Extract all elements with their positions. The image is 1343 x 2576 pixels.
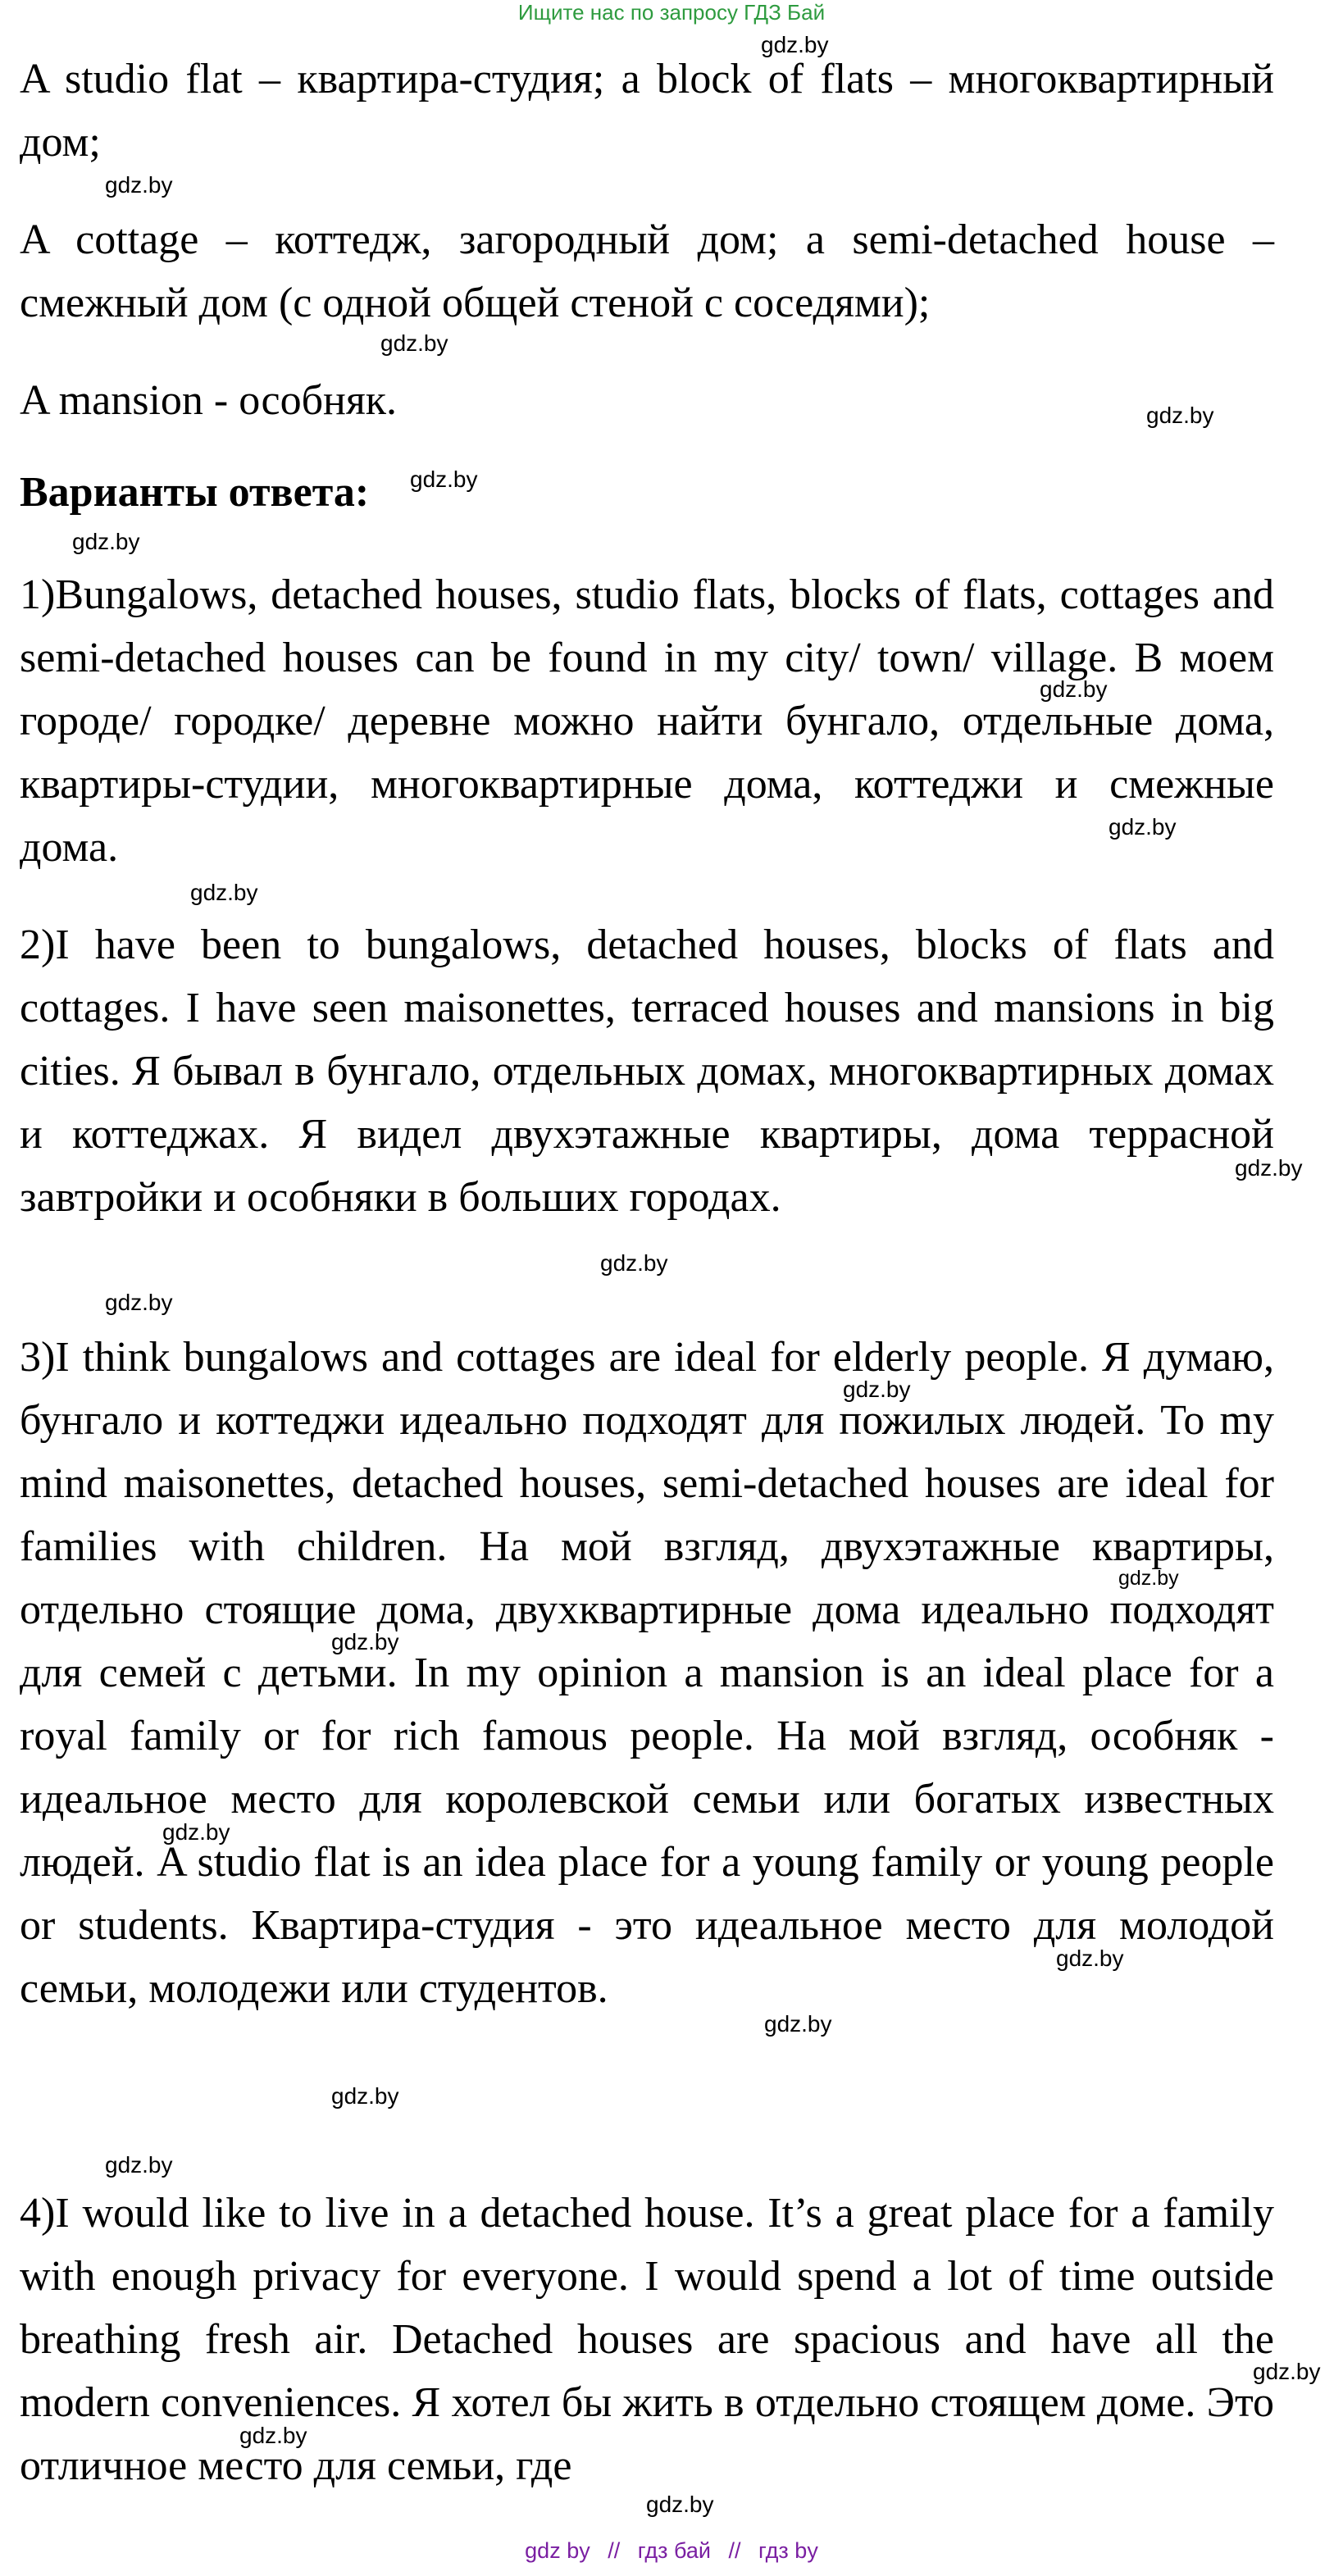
answer-2: 2)I have been to bungalows, detached houses, blocks of flats and cottages. I have seen maisonettes, terraced houses and mansions in big cities. Я бывал в бунгало, отдельных домах, многоквартирных домах и коттеджах. Я видел двухэтажные квартиры, дома террасной завтройки и особняки в больших городах. [20,922,1274,1221]
watermark: gdz.by [410,467,478,492]
watermark: gdz.by [1235,1155,1303,1181]
vocab-studio-flat: A studio flat – квартира-студия; a block of flats – многоквартирный дом; [20,56,1274,166]
watermark: gdz.by [380,330,448,356]
watermark: gdz.by [105,172,173,198]
footer-separator: // [728,2538,741,2563]
footer-links [0,2538,1343,2564]
footer-link-gdz-by-ru[interactable]: гдз by [758,2538,818,2563]
watermark: gdz.by [239,2423,307,2448]
footer-separator: // [608,2538,621,2563]
watermark: gdz.by [761,32,829,57]
watermark: gdz.by [1146,403,1214,428]
footer-link-gdz-by[interactable]: gdz by [525,2538,590,2563]
watermark: gdz.by [331,1629,399,1654]
watermark: gdz.by [1253,2359,1321,2384]
answer-3: 3)I think bungalows and cottages are ideal for elderly people. Я думаю, бунгало и коттеджи идеально подходят для пожилых людей. To my mind maisonettes, detached houses, semi-detached houses are ideal for families with children. На мой взгляд, двухэтажные квартиры, отдельно стоящие дома, двухквартирные дома идеально подходят для семей с детьми. In my opinion a mansion is an ideal place for a royal family or for rich famous people. На мой взгляд, особняк - идеальное место для королевской семьи или богатых известных людей. A studio flat is an idea place for a young family or young people or students. Квартира-студия - это идеальное место для молодой семьи, молодежи или студентов. [20,1334,1274,2012]
answers-heading: Варианты ответа: [20,469,370,516]
watermark: gdz.by [600,1250,668,1276]
vocab-cottage: A cottage – коттедж, загородный дом; a semi-detached house – смежный дом (с одной общей стеной с соседями); [20,216,1274,326]
answer-1: 1)Bungalows, detached houses, studio flats, blocks of flats, cottages and semi-detached houses can be found in my city/ town/ village. В моем городе/ городке/ деревне можно найти бунгало, отдельные дома, квартиры-студии, многоквартирные дома, коттеджи и смежные дома. [20,571,1274,871]
watermark: gdz.by [843,1377,911,1402]
watermark: gdz.by [1056,1946,1124,1971]
watermark: gdz.by [764,2011,832,2037]
vocab-mansion: A mansion - особняк. [20,377,398,424]
top-search-banner[interactable]: Ищите нас по запросу ГДЗ Бай [517,0,826,25]
watermark: gdz.by [162,1819,230,1845]
answer-4: 4)I would like to live in a detached house. It’s a great place for a family with enough privacy for everyone. I would spend a lot of time outside breathing fresh air. Detached houses are spacious and have all the modern conveniences. Я хотел бы жить в отдельно стоящем доме. Это отличное место для семьи, где [20,2190,1274,2489]
watermark: gdz.by [190,880,258,905]
watermark: gdz.by [105,1290,173,1315]
watermark: gdz.by [1118,1567,1179,1590]
watermark: gdz.by [646,2492,714,2517]
footer-link-gdz-bai[interactable]: гдз бай [637,2538,711,2563]
watermark: gdz.by [105,2152,173,2178]
watermark: gdz.by [1109,814,1177,840]
watermark: gdz.by [72,529,140,554]
watermark: gdz.by [331,2083,399,2109]
watermark: gdz.by [1040,676,1108,702]
